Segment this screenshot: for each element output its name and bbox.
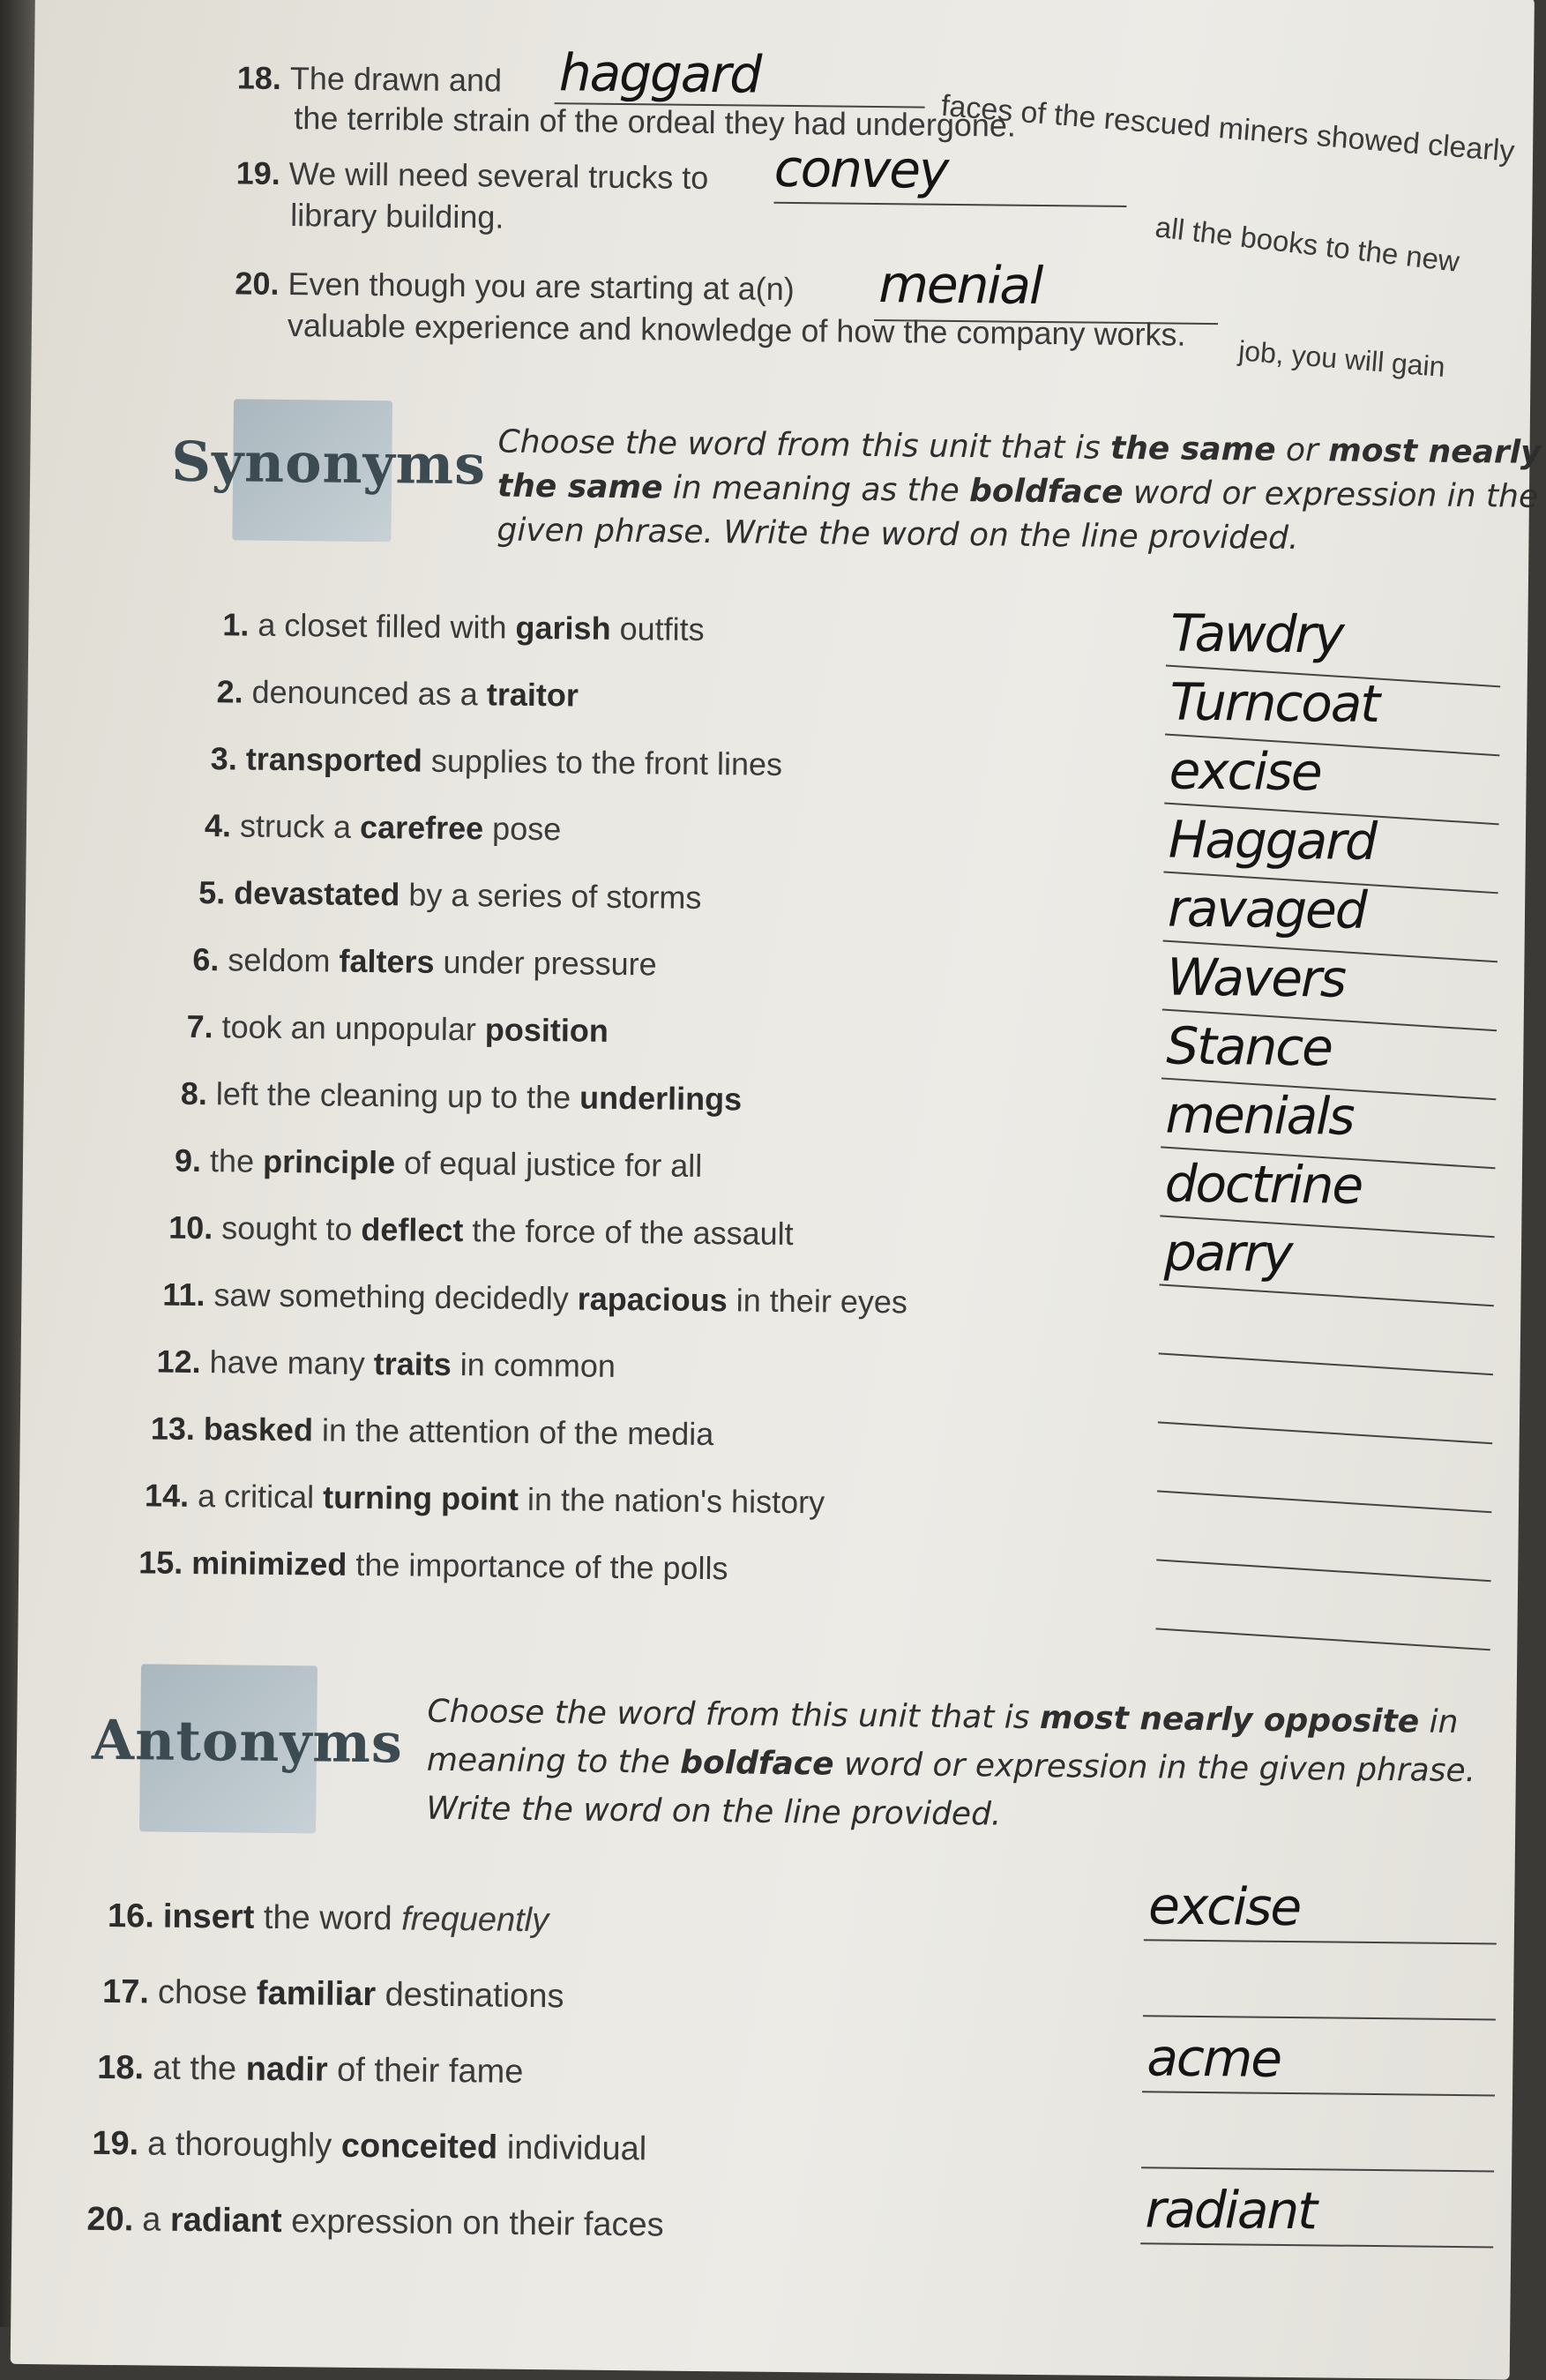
item-text: have many xyxy=(209,1343,374,1382)
synonyms-instructions-3: given phrase. Write the word on the line provided. xyxy=(497,512,1299,558)
antonym-item xyxy=(86,2201,664,2245)
item-number: 12. xyxy=(156,1343,201,1381)
item-text: expression on their faces xyxy=(281,2203,664,2244)
sentence-18: 18. The drawn and xyxy=(236,59,503,99)
item-number: 14. xyxy=(144,1477,190,1514)
handwritten-answer: haggard xyxy=(558,42,761,105)
sentence-19: 19. We will need several trucks to xyxy=(235,154,709,197)
item-keyword: traits xyxy=(373,1345,452,1383)
item-keyword: deflect xyxy=(361,1210,464,1249)
handwritten-answer: acme xyxy=(1146,2027,1281,2089)
item-text: a closet filled with xyxy=(258,606,516,646)
item-number: 7. xyxy=(186,1007,213,1045)
item-text: took an unpopular xyxy=(221,1008,486,1048)
answer-line[interactable] xyxy=(1156,1559,1490,1582)
item-number: 5. xyxy=(198,873,226,911)
answer-line[interactable] xyxy=(1157,1490,1491,1513)
antonyms-title: Antonyms xyxy=(91,1707,404,1776)
item-keyword: garish xyxy=(515,609,611,647)
item-keyword: transported xyxy=(245,740,423,779)
synonym-item xyxy=(198,874,702,917)
item-keyword: minimized xyxy=(191,1544,347,1583)
item-number: 17. xyxy=(101,1972,150,2011)
item-keyword: carefree xyxy=(359,808,484,847)
sentence-18-line2: the terrible strain of the ordeal they had undergone. xyxy=(294,100,1017,144)
answer-line[interactable] xyxy=(1155,1628,1490,1650)
synonym-item xyxy=(168,1209,794,1253)
antonyms-instructions-2: meaning to the boldface word or expression in the given phrase. xyxy=(426,1741,1476,1790)
sentence-20-line2: valuable experience and knowledge of how the company works. xyxy=(287,307,1186,353)
synonym-item xyxy=(151,1410,714,1453)
answer-line[interactable] xyxy=(1158,1421,1492,1444)
item-number: 11. xyxy=(162,1276,205,1313)
item-text: individual xyxy=(497,2129,647,2168)
item-keyword: principle xyxy=(262,1142,396,1181)
item-text: the force of the assault xyxy=(463,1212,794,1253)
synonyms-instructions-1: Choose the word from this unit that is the same or most nearly xyxy=(497,423,1542,471)
synonyms-title: Synonyms xyxy=(170,429,487,498)
answer-line[interactable] xyxy=(1143,2015,1496,2020)
item-number: 15. xyxy=(138,1544,183,1581)
antonyms-instructions-3: Write the word on the line provided. xyxy=(426,1790,1002,1833)
answer-line[interactable] xyxy=(1141,2167,1494,2172)
item-number: 19. xyxy=(92,2124,139,2163)
synonym-item xyxy=(216,673,579,714)
item-text: struck a xyxy=(239,807,361,845)
handwritten-answer: menials xyxy=(1165,1084,1354,1147)
item-text: the word xyxy=(254,1898,402,1938)
item-italic: frequently xyxy=(400,1900,549,1940)
antonyms-instructions-1: Choose the word from this unit that is most nearly opposite in xyxy=(427,1693,1459,1741)
answer-line[interactable] xyxy=(1159,1284,1493,1306)
item-text: of their fame xyxy=(327,2051,524,2091)
antonym-item xyxy=(108,1897,549,1940)
item-number: 2. xyxy=(216,673,243,710)
synonym-item xyxy=(156,1343,616,1385)
item-keyword: falters xyxy=(339,942,435,980)
synonym-item xyxy=(222,606,705,648)
handwritten-answer: radiant xyxy=(1145,2179,1317,2242)
handwritten-answer: excise xyxy=(1147,1875,1301,1938)
item-number: 16. xyxy=(107,1897,155,1935)
item-text: a thoroughly xyxy=(146,2125,342,2165)
item-number: 6. xyxy=(192,940,220,978)
item-text: a xyxy=(142,2201,171,2239)
item-text: pose xyxy=(482,810,562,848)
handwritten-answer: Turncoat xyxy=(1169,671,1379,734)
antonym-item xyxy=(92,2125,646,2169)
synonym-item xyxy=(181,1075,743,1119)
item-text: seldom xyxy=(228,941,340,979)
synonym-item xyxy=(145,1477,825,1521)
item-text: of equal justice for all xyxy=(394,1144,703,1184)
synonym-item xyxy=(211,740,783,783)
synonym-item xyxy=(138,1544,728,1587)
item-text: in their eyes xyxy=(727,1282,908,1321)
sentence-19-tail: all the books to the new xyxy=(1154,210,1461,278)
item-keyword: radiant xyxy=(169,2201,282,2241)
synonym-item xyxy=(205,807,562,848)
item-keyword: turning point xyxy=(322,1478,519,1517)
item-number: 4. xyxy=(204,807,232,844)
item-keyword: underlings xyxy=(579,1079,743,1118)
antonym-item xyxy=(102,1973,564,2016)
item-keyword: conceited xyxy=(340,2127,498,2167)
worksheet-page xyxy=(11,0,1542,2380)
item-text: the importance of the polls xyxy=(347,1546,728,1587)
item-text: a critical xyxy=(197,1478,324,1516)
item-text: in the attention of the media xyxy=(312,1411,714,1453)
item-keyword: devastated xyxy=(234,874,400,913)
item-text: supplies to the front lines xyxy=(422,742,783,782)
sentence-19-line2: library building. xyxy=(290,197,504,236)
item-text: outfits xyxy=(610,610,705,647)
item-keyword: rapacious xyxy=(577,1280,728,1319)
item-keyword: nadir xyxy=(245,2050,328,2089)
item-keyword: basked xyxy=(203,1411,314,1448)
handwritten-answer: Haggard xyxy=(1168,809,1377,872)
item-text: in common xyxy=(451,1346,616,1384)
handwritten-answer: convey xyxy=(773,138,948,200)
item-text: in the nation's history xyxy=(518,1480,825,1521)
synonym-item xyxy=(192,941,657,984)
handwritten-answer: doctrine xyxy=(1164,1153,1363,1216)
item-text: chose xyxy=(157,1973,258,2012)
item-text: at the xyxy=(152,2049,246,2088)
item-number: 20. xyxy=(86,2200,134,2239)
answer-line[interactable] xyxy=(773,202,1126,207)
handwritten-answer: Stance xyxy=(1166,1015,1333,1078)
synonym-item xyxy=(162,1276,907,1321)
antonym-item xyxy=(97,2049,524,2092)
handwritten-answer: parry xyxy=(1163,1222,1292,1284)
item-text: under pressure xyxy=(434,943,657,983)
sentence-18-tail: faces of the rescued miners showed clearly xyxy=(939,88,1516,168)
item-text: denounced as a xyxy=(251,673,488,713)
item-text: the xyxy=(209,1142,264,1179)
synonyms-instructions-2: the same in meaning as the boldface word or expression in the xyxy=(497,468,1539,515)
handwritten-answer: Tawdry xyxy=(1169,602,1344,665)
item-number: 18. xyxy=(97,2048,145,2087)
answer-line[interactable] xyxy=(1140,2242,1493,2248)
item-number: 9. xyxy=(174,1141,202,1179)
answer-line[interactable] xyxy=(1142,2091,1495,2096)
item-text: saw something decidedly xyxy=(213,1276,578,1317)
handwritten-answer: Wavers xyxy=(1166,947,1346,1009)
item-text: by a series of storms xyxy=(400,876,702,916)
item-number: 1. xyxy=(222,606,250,643)
answer-line[interactable] xyxy=(1159,1352,1493,1375)
item-text: destinations xyxy=(375,1976,564,2016)
sentence-20: 20. Even though you are starting at a(n) xyxy=(235,265,795,308)
item-text: left the cleaning up to the xyxy=(215,1075,580,1116)
item-number: 10. xyxy=(168,1209,213,1246)
synonym-item xyxy=(186,1008,609,1050)
item-keyword: traitor xyxy=(486,676,579,714)
item-number: 13. xyxy=(150,1410,196,1447)
item-keyword: insert xyxy=(162,1897,255,1936)
item-keyword: position xyxy=(484,1011,609,1049)
sentence-20-tail: job, you will gain xyxy=(1237,334,1446,384)
handwritten-answer: ravaged xyxy=(1167,878,1367,940)
item-text: sought to xyxy=(221,1209,362,1247)
handwritten-answer: menial xyxy=(878,254,1042,316)
handwritten-answer: excise xyxy=(1169,740,1321,803)
item-number: 8. xyxy=(180,1074,208,1112)
item-keyword: familiar xyxy=(256,1974,377,2014)
item-number: 3. xyxy=(210,740,238,777)
answer-line[interactable] xyxy=(1144,1939,1497,1944)
synonym-item xyxy=(175,1142,703,1185)
